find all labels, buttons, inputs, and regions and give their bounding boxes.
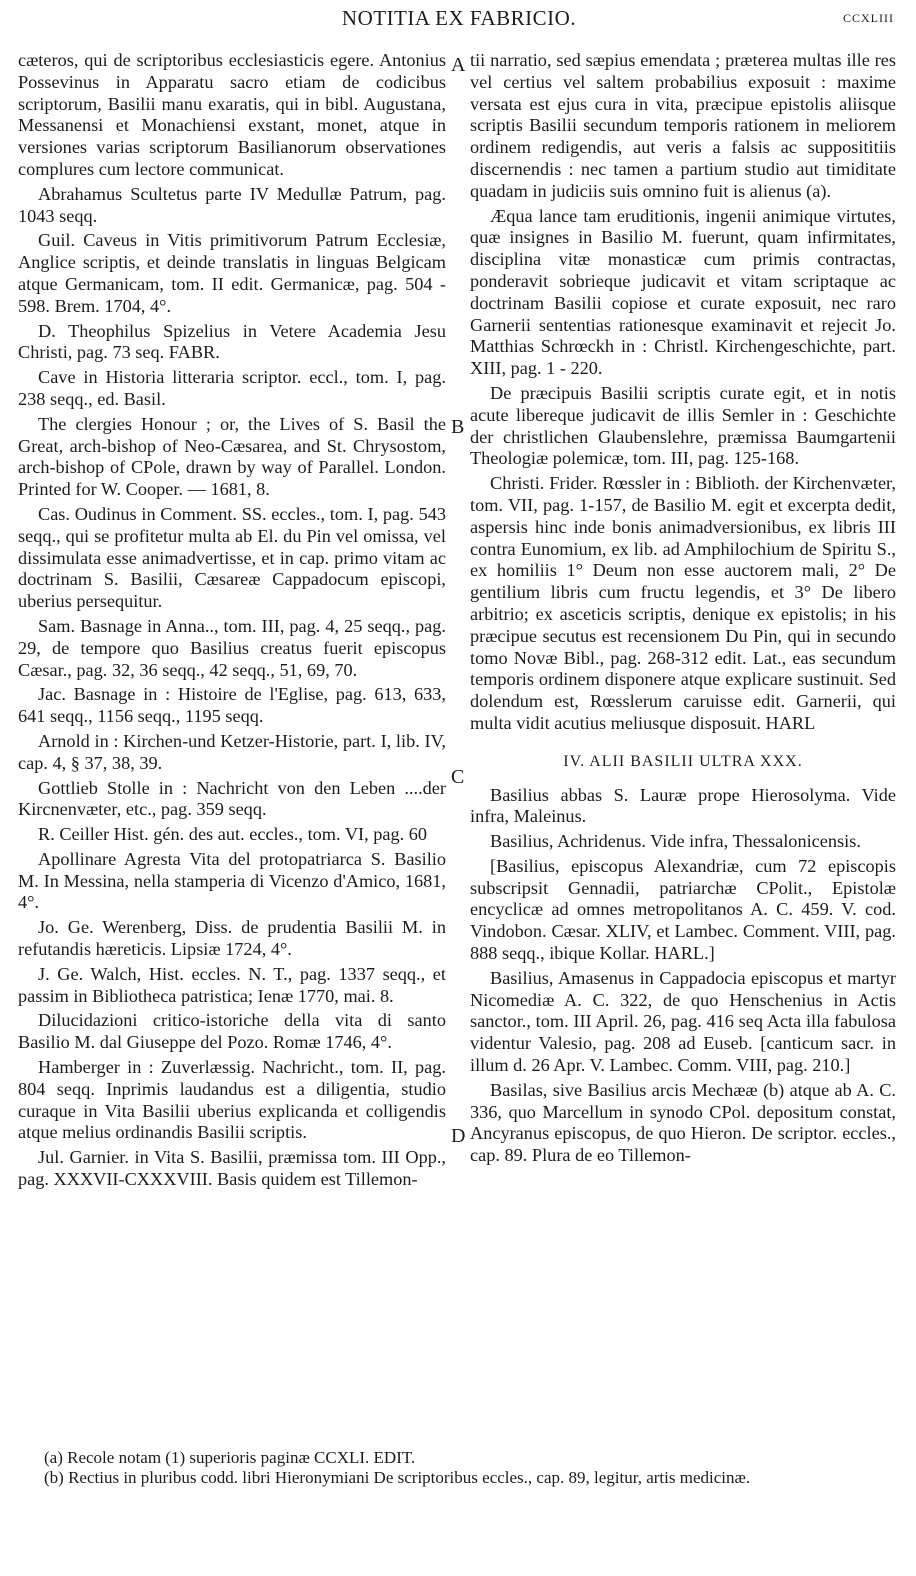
paragraph: Apollinare Agresta Vita del protopatriarca S. Basilio M. In Messina, nella stamperia di Vicenzo d'Amico, 1681, 4°.	[18, 848, 446, 913]
right-column	[470, 50, 896, 1170]
page-number: CCXLIII	[843, 11, 894, 25]
paragraph: Hamberger in : Zuverlæssig. Nachricht., tom. II, pag. 804 seqq. Inprimis laudandus est a diligentia, studio curaque in Vita Basilii uberius explicanda et colligendis atque melius ordinandis Basilii scriptis.	[18, 1057, 446, 1143]
footnote-b: (b) Rectius in pluribus codd. libri Hieronymiani De scriptoribus eccles., cap. 89, legitur, artis medicinæ.	[44, 1468, 751, 1487]
paragraph: [Basilius, episcopus Alexandriæ, cum 72 episcopis subscripsit Gennadii, patriarchæ CPolit., Epistolæ encyclicæ ad omnes metropolitanos A. C. 459. V. cod. Vindobon. Cæsar. XLIV, et Lambec. Comment. VIII, pag. 888 seqq., ibique Kollar. HARL.]	[470, 855, 896, 964]
paragraph: Basilius, Amasenus in Cappadocia episcopus et martyr Nicomediæ A. C. 322, de quo Henschenius in Actis sanctor., tom. III April. 26, pag. 416 seq Acta illa fabulosa videntur Valesio, pag. 208 ad Euseb. [canticum sacr. in illum d. 26 Apr. V. Lambec. Comm. VIII, pag. 210.]	[470, 967, 896, 1076]
paragraph: Cave in Historia litteraria scriptor. eccl., tom. I, pag. 238 seqq., ed. Basil.	[18, 367, 446, 409]
footnotes	[44, 1448, 904, 1488]
paragraph: cæteros, qui de scriptoribus ecclesiasticis egere. Antonius Possevinus in Apparatu sacro etiam de codicibus scriptorum, Basilii manu exaratis, qui in bibl. Augustana, Messanensi et Monachiensi exstant, monet, atque in versiones varias scriptorum Basilianorum observationes complures cum lectore communicat.	[18, 50, 446, 179]
paragraph: tii narratio, sed sæpius emendata ; præterea multas ille res vel certius vel saltem probabilius exposuit : maxime versata est ejus cura in vita, præcipue epistolis aliisque scriptis Basilii secundum temporis rationem in meliorem ordinem redigendis, aut veris a falsis ac supposititiis discernendis : nec tamen a partium studio aut timiditate quadam in judiciis suis omnino fuit is alienus (a).	[470, 50, 896, 201]
page-header	[24, 6, 894, 40]
paragraph: Jo. Ge. Werenberg, Diss. de prudentia Basilii M. in refutandis hæreticis. Lipsiæ 1724, 4°.	[18, 917, 446, 960]
paragraph: De præcipuis Basilii scriptis curate egit, et in notis acute libereque judicavit de illis Semler in : Geschichte der christlichen Glaubenslehre, præmissa Baumgartenii Theologiæ polemicæ, tom. III, pag. 125-168.	[470, 382, 896, 469]
footnote-a: (a) Recole notam (1) superioris paginæ CCXLI. EDIT.	[44, 1448, 416, 1467]
paragraph: Abrahamus Scultetus parte IV Medullæ Patrum, pag. 1043 seqq.	[18, 183, 446, 226]
paragraph: Jac. Basnage in : Histoire de l'Eglise, pag. 613, 633, 641 seqq., 1156 seqq., 1195 seqq.	[18, 684, 446, 727]
paragraph: R. Ceiller Hist. gén. des aut. eccles., tom. VI, pag. 60	[38, 824, 428, 845]
paragraph: Jul. Garnier. in Vita S. Basilii, præmissa tom. III Opp., pag. XXXVII-CXXXVIII. Basis quidem est Tillemon-	[18, 1147, 446, 1190]
paragraph: Gottlieb Stolle in : Nachricht von den Leben ....der Kircnenvæter, etc., pag. 359 seqq.	[18, 777, 446, 820]
paragraph: Æqua lance tam eruditionis, ingenii animique virtutes, quæ insignes in Basilio M. fuerunt, quam infirmitates, disciplina vitæ monasticæ cum primis contractas, ponderavit sobrieque judicavit et vitam scriptaque ac doctrinam Basilii copiose et curate exposuit, nec raro Garnerii sententias rationesque examinavit et rejecit Jo. Matthias Schrœckh in : Christl. Kirchengeschichte, part. XIII, pag. 1 - 220.	[470, 205, 896, 379]
paragraph: Basilas, sive Basilius arcis Mechææ (b) atque ab A. C. 336, quo Marcellum in synodo CPol. depositum constat, Ancyranus episcopus, de quo Hieron. De scriptor. eccles., cap. 89. Plura de eo Tillemon-	[470, 1079, 896, 1166]
margin-marker-c: C	[451, 766, 465, 788]
running-title: NOTITIA EX FABRICIO.	[341, 6, 577, 30]
paragraph: Christi. Frider. Rœssler in : Biblioth. der Kirchenvæter, tom. VII, pag. 1-157, de Basilio M. egit et excerpta dedit, aspersis hinc inde bonis animadversionibus, ex libris III contra Eunomium, ex lib. ad Amphilochium de Spiritu S., ex homiliis 1° Deum non esse auctorem mali, 2° De gentilium libris cum fructu legendis, et 3° De libero arbitrio; ex asceticis scriptis, denique ex epistolis; in his præcipue secutus est recensionem Du Pin, qui in secundo tomo Novæ Bibl., pag. 268-312 edit. Lat., eas secundum temporis ordinem disponere atque explicare sustinuit. Sed dolendum est, Rœsslerum caruisse edit. Garnerii, qui multa vidit acutius meliusque disposuit. HARL	[470, 473, 896, 733]
left-column	[18, 50, 446, 1194]
paragraph: J. Ge. Walch, Hist. eccles. N. T., pag. 1337 seqq., et passim in Bibliotheca patristica; Ienæ 1770, mai. 8.	[18, 963, 446, 1006]
paragraph: D. Theophilus Spizelius in Vetere Academia Jesu Christi, pag. 73 seq. FABR.	[18, 320, 446, 363]
margin-marker-a: A	[451, 54, 466, 76]
section-heading: IV. ALII BASILII ULTRA XXX.	[563, 752, 803, 770]
paragraph: Sam. Basnage in Anna.., tom. III, pag. 4, 25 seqq., pag. 29, de tempore quo Basilius creatus fuerit episcopus Cæsar., pag. 32, 36 seqq., 42 seqq., 51, 69, 70.	[18, 615, 446, 680]
paragraph: Guil. Caveus in Vitis primitivorum Patrum Ecclesiæ, Anglice scriptis, et deinde translatis in linguas Belgicam atque Germanicam, tom. II edit. Germanicæ, pag. 504 - 598. Brem. 1704, 4°.	[18, 230, 446, 316]
paragraph: The clergies Honour ; or, the Lives of S. Basil the Great, arch-bishop of Neo-Cæsarea, and St. Chrysostom, arch-bishop of CPole, drawn by way of Parallel. London. Printed for W. Cooper. — 1681, 8.	[18, 413, 446, 500]
paragraph: Arnold in : Kirchen-und Ketzer-Historie, part. I, lib. IV, cap. 4, § 37, 38, 39.	[18, 730, 446, 773]
margin-marker-d: D	[451, 1125, 466, 1147]
paragraph: Dilucidazioni critico-istoriche della vita di santo Basilio M. dal Giuseppe del Pozo. Romæ 1746, 4°.	[18, 1010, 446, 1053]
paragraph: Basilius, Achridenus. Vide infra, Thessalonicensis.	[490, 831, 861, 852]
margin-marker-b: B	[451, 416, 465, 438]
paragraph: Cas. Oudinus in Comment. SS. eccles., tom. I, pag. 543 seqq., qui se profitetur multa ab El. du Pin vel omissa, vel dissimulata esse animadvertisse, et in cap. primo vitam ac doctrinam S. Basilii, Cæsareæ Cappadocum episcopi, uberius persequitur.	[18, 503, 446, 612]
paragraph: Basilius abbas S. Lauræ prope Hierosolyma. Vide infra, Maleinus.	[470, 784, 896, 827]
